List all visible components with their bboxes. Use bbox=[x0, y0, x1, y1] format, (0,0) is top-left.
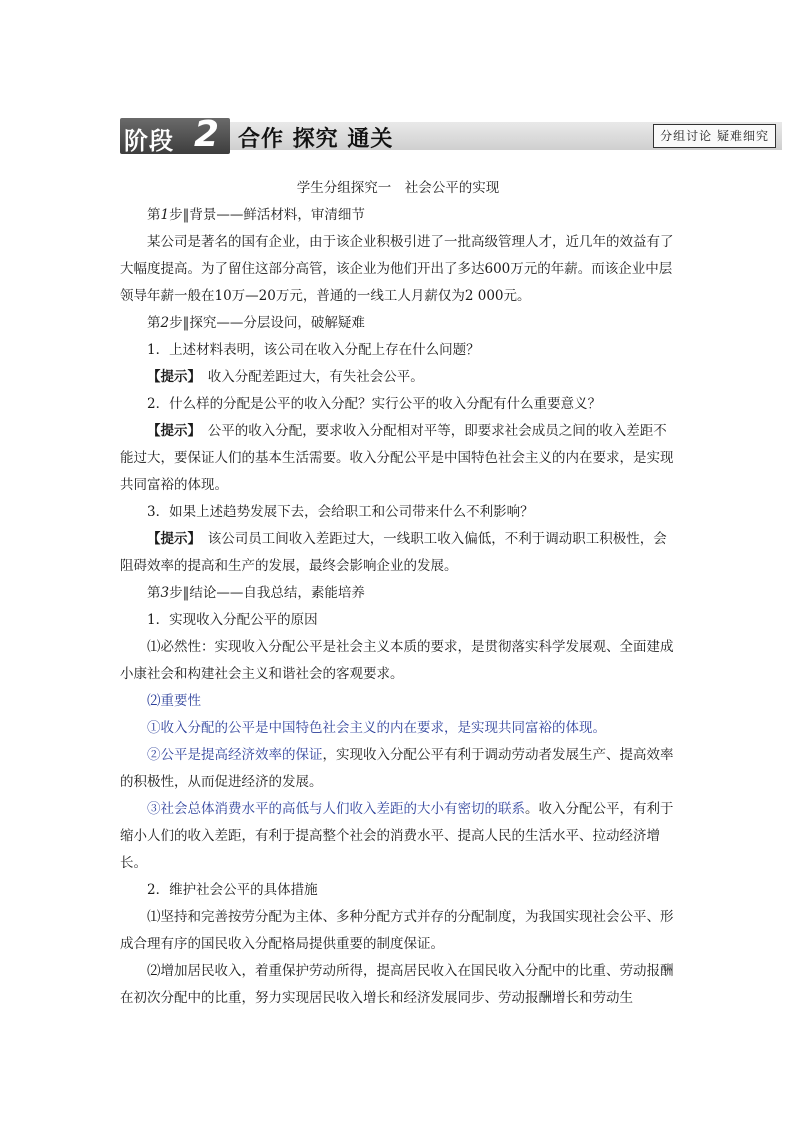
step-label: 步‖探究——分层设问，破解疑难 bbox=[169, 315, 365, 331]
importance-point-2 bbox=[120, 742, 676, 796]
document-body bbox=[120, 175, 676, 1012]
measure-2: ⑵增加居民收入，着重保护劳动所得，提高居民收入在国民收入分配中的比重、劳动报酬在初次分配中的比重，努力实现居民收入增长和经济发展同步、劳动报酬增长和劳动生 bbox=[120, 963, 674, 1006]
step-label: 步‖结论——自我总结，素能培养 bbox=[169, 585, 365, 601]
answer-2 bbox=[120, 418, 676, 499]
step-2-heading bbox=[120, 310, 676, 337]
step-label: 步‖背景——鲜活材料，审清细节 bbox=[169, 207, 365, 223]
step-number: 1 bbox=[160, 207, 170, 223]
material-paragraph: 某公司是著名的国有企业，由于该企业积极引进了一批高级管理人才，近几年的效益有了大幅度提高。为了留住这部分高管，该企业为他们开出了多达600万元的年薪。而该企业中层领导年薪一般在10万—20万元，普通的一线工人月薪仅为2 000元。 bbox=[120, 234, 674, 304]
step-number: 3 bbox=[160, 585, 170, 601]
hint-label: 【提示】 bbox=[147, 423, 195, 439]
hint-label: 【提示】 bbox=[147, 369, 195, 385]
hint-label: 【提示】 bbox=[147, 531, 195, 547]
conclusion-1-importance-title: ⑵重要性 bbox=[147, 693, 201, 709]
importance-point-1: ①收入分配的公平是中国特色社会主义的内在要求，是实现共同富裕的体现。 bbox=[147, 720, 606, 736]
stage-label: 阶段 bbox=[124, 126, 174, 155]
answer-text: 公平的收入分配，要求收入分配相对平等，即要求社会成员之间的收入差距不能过大，要保证人们的基本生活需要。收入分配公平是中国特色社会主义的内在要求，是实现共同富裕的体现。 bbox=[120, 423, 674, 493]
conclusion-1-necessity: ⑴必然性：实现收入分配公平是社会主义本质的要求，是贯彻落实科学发展观、全面建成小康社会和构建社会主义和谐社会的客观要求。 bbox=[120, 639, 674, 682]
section-title: 学生分组探究一 社会公平的实现 bbox=[296, 180, 500, 196]
body-text: 。收入分配公平，有利于缩小人们的收入差距，有利于提高整个社会的消费水平、提高人民的生活水平、拉动经济增长。 bbox=[120, 801, 674, 871]
question-2: 2．什么样的分配是公平的收入分配？实行公平的收入分配有什么重要意义？ bbox=[147, 396, 602, 412]
highlight-text: ③社会总体消费水平的高低与人们收入差距的大小有密切的联系 bbox=[147, 801, 525, 817]
answer-text: 收入分配差距过大，有失社会公平。 bbox=[194, 369, 424, 385]
stage-banner bbox=[120, 114, 782, 155]
banner-title: 合作 探究 通关 bbox=[238, 126, 394, 152]
step-prefix: 第 bbox=[147, 207, 161, 223]
question-1: 1．上述材料表明，该公司在收入分配上存在什么问题？ bbox=[147, 342, 480, 358]
answer-3 bbox=[120, 526, 676, 580]
banner-tag: 分组讨论 疑难细究 bbox=[653, 124, 776, 148]
body-text: ，实现收入分配公平有利于调动劳动者发展生产、提高效率的积极性，从而促进经济的发展。 bbox=[120, 747, 674, 790]
answer-1 bbox=[120, 364, 676, 391]
step-number: 2 bbox=[160, 315, 170, 331]
step-3-heading bbox=[120, 580, 676, 607]
step-1-heading bbox=[120, 202, 676, 229]
answer-text: 该公司员工间收入差距过大，一线职工收入偏低，不利于调动职工积极性，会阻碍效率的提高和生产的发展，最终会影响企业的发展。 bbox=[120, 531, 667, 574]
step-prefix: 第 bbox=[147, 585, 161, 601]
question-3: 3．如果上述趋势发展下去，会给职工和公司带来什么不利影响？ bbox=[147, 504, 534, 520]
conclusion-1-title: 1．实现收入分配公平的原因 bbox=[147, 612, 318, 628]
importance-point-3 bbox=[120, 796, 676, 877]
stage-badge bbox=[120, 114, 230, 155]
stage-number: 2 bbox=[194, 114, 220, 155]
measure-1: ⑴坚持和完善按劳分配为主体、多种分配方式并存的分配制度，为我国实现社会公平、形成合理有序的国民收入分配格局提供重要的制度保证。 bbox=[120, 909, 674, 952]
conclusion-2-title: 2．维护社会公平的具体措施 bbox=[147, 882, 318, 898]
highlight-text: ②公平是提高经济效率的保证 bbox=[147, 747, 323, 763]
step-prefix: 第 bbox=[147, 315, 161, 331]
